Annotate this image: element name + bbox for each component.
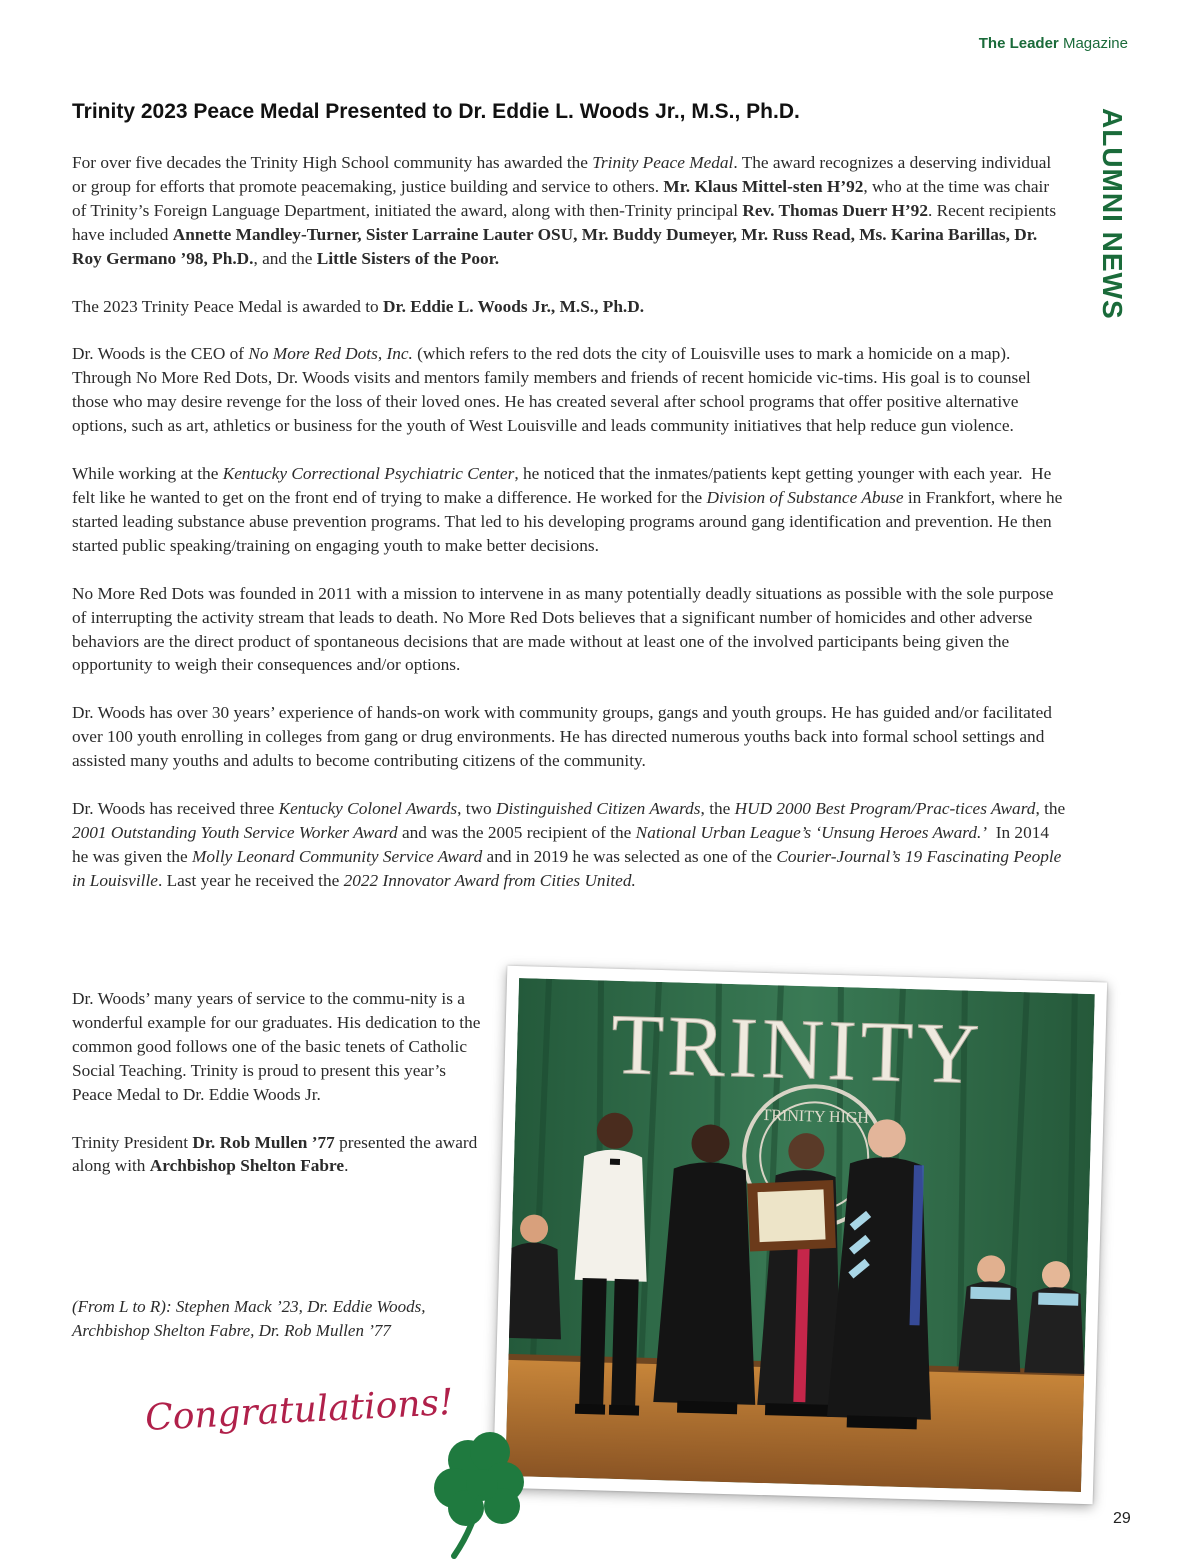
- paragraph-9: Trinity President Dr. Rob Mullen ’77 presented the award along with Archbishop Shelton Fabre.: [72, 1132, 478, 1176]
- article-title: Trinity 2023 Peace Medal Presented to Dr. Eddie L. Woods Jr., M.S., Ph.D.: [72, 100, 800, 123]
- paragraph-8: Dr. Woods’ many years of service to the commu-nity is a wonderful example for our graduates. His dedication to the common good follows one of the basic tenets of Catholic Social Teaching. Trinity is proud to present this year’s Peace Medal to Dr. Eddie Woods Jr.: [72, 989, 481, 1104]
- paragraph-7: Dr. Woods has received three Kentucky Colonel Awards, two Distinguished Citizen Awards, the HUD 2000 Best Program/Prac-tices Award, the 2001 Outstanding Youth Service Worker Award and was the 2005 recipient of the National Urban League’s ‘Unsung Heroes Award.’ In 2014 he was given the Molly Leonard Community Service Award and in 2019 he was selected as one of the Courier-Journal’s 19 Fascinating People in Louisville. Last year he received the 2022 Innovator Award from Cities United.: [72, 799, 1066, 890]
- masthead-brand: The Leader: [978, 35, 1059, 52]
- paragraph-5: No More Red Dots was founded in 2011 with a mission to intervene in as many potentially deadly situations as possible with the sole purpose of interrupting the activity stream that leads to death. No More Red Dots believes that a significant number of homicides and other adverse behaviors are the direct product of spontaneous decisions that are made without at least one of the involved participants being given the opportunity to weigh their consequences and/or options.: [72, 583, 1054, 675]
- banner-text: TRINITY: [609, 995, 985, 1103]
- article-body: [72, 151, 1066, 917]
- paragraph-4: While working at the Kentucky Correctional Psychiatric Center, he noticed that the inmates/patients kept getting younger with each year. He felt like he wanted to get on the front end of trying to make a difference. He worked for the Division of Substance Abuse in Frankfort, where he started leading substance abuse prevention programs. That led to his developing programs around gang identification and prevention. He then started public speaking/training on engaging youth to make better decisions.: [72, 464, 1063, 555]
- award-photo-illustration: [505, 978, 1095, 1492]
- paragraph-1: For over five decades the Trinity High School community has awarded the Trinity Peace Medal. The award recognizes a deserving individual or group for efforts that promote peacemaking, justice building and service to others. Mr. Klaus Mittel-sten H’92, who at the time was chair of Trinity’s Foreign Language Department, initiated the award, along with then-Trinity principal Rev. Thomas Duerr H’92. Recent recipients have included Annette Mandley-Turner, Sister Larraine Lauter OSU, Mr. Buddy Dumeyer, Mr. Russ Read, Ms. Karina Barillas, Dr. Roy Germano ’98, Ph.D., and the Little Sisters of the Poor.: [72, 153, 1057, 268]
- photo-caption: (From L to R): Stephen Mack ’23, Dr. Eddie Woods, Archbishop Shelton Fabre, Dr. Rob Mullen ’77: [72, 1297, 426, 1340]
- masthead-suffix: Magazine: [1062, 35, 1128, 52]
- seal-text: TRINITY HIGH: [761, 1106, 870, 1127]
- award-certificate: [745, 1178, 838, 1254]
- page-number: 29: [1113, 1510, 1131, 1527]
- article-side-column: [72, 987, 486, 1202]
- shamrock-icon: [432, 1430, 532, 1560]
- paragraph-2: The 2023 Trinity Peace Medal is awarded to Dr. Eddie L. Woods Jr., M.S., Ph.D.: [72, 296, 645, 316]
- paragraph-6: Dr. Woods has over 30 years’ experience of hands-on work with community groups, gangs and youth groups. He has guided and/or facilitated over 100 youth enrolling in colleges from gang or drug environments. He has directed numerous youths back into formal school settings and assisted many youths and adults to become contributing citizens of the community.: [72, 703, 1052, 771]
- masthead: [979, 35, 1128, 52]
- award-photo: [493, 966, 1107, 1505]
- section-label: ALUMNI NEWS: [1097, 108, 1128, 320]
- congratulations-script: Congratulations!: [144, 1381, 455, 1440]
- paragraph-3: Dr. Woods is the CEO of No More Red Dots, Inc. (which refers to the red dots the city of Louisville uses to mark a homicide on a map). Through No More Red Dots, Dr. Woods visits and mentors family members and friends of recent homicide vic-tims. His goal is to counsel those who may desire revenge for the loss of their loved ones. He has created several after school programs that offer positive alternative options, such as art, athletics or business for the youth of West Louisville and leads community initiatives that help reduce gun violence.: [72, 344, 1031, 436]
